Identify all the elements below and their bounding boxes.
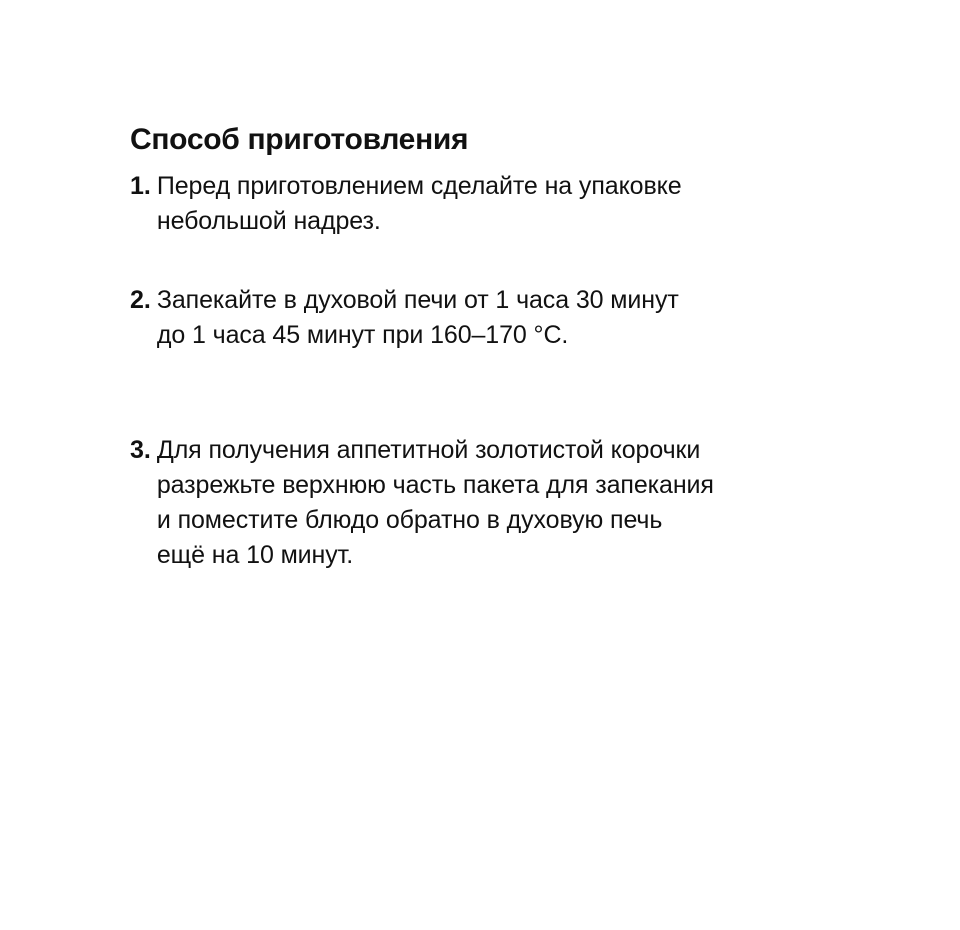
step-item (130, 169, 682, 239)
step-number: 2. (130, 286, 151, 314)
page-title: Способ приготовления (130, 123, 469, 156)
step-item (130, 283, 679, 353)
step-text: Для получения аппетитной золотистой корочки разрежьте верхнюю часть пакета для запекания и поместите блюдо обратно в духовую печь ещё на 10 минут. (156, 436, 714, 569)
step-number: 1. (130, 172, 151, 200)
step-item (130, 433, 714, 573)
step-text: Перед приготовлением сделайте на упаковке небольшой надрез. (156, 172, 682, 235)
step-text: Запекайте в духовой печи от 1 часа 30 минут до 1 часа 45 минут при 160–170 °С. (156, 286, 679, 349)
step-number: 3. (130, 436, 151, 464)
